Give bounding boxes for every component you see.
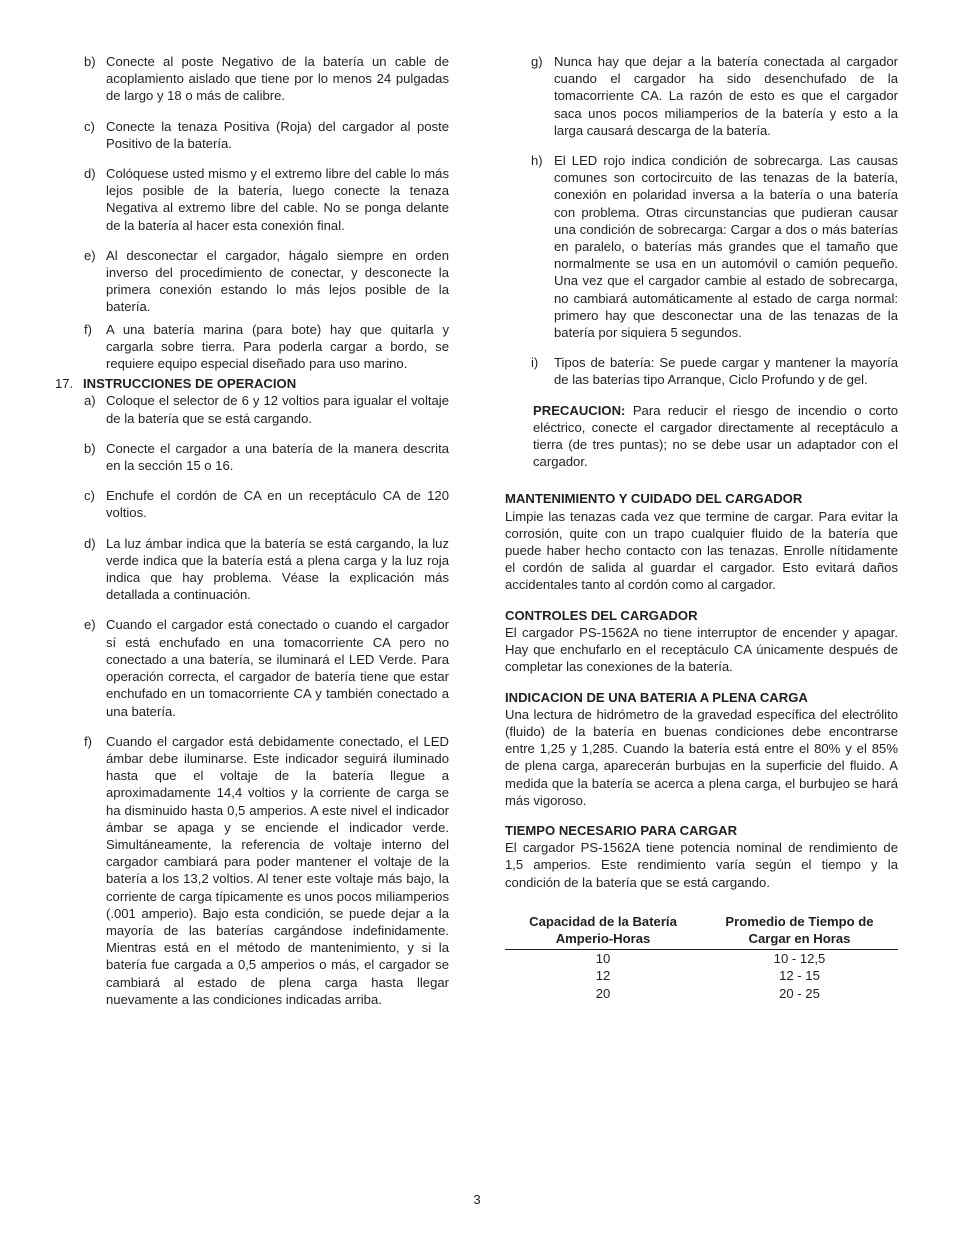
section-heading: CONTROLES DEL CARGADOR [505, 607, 698, 623]
full-charge-section [505, 689, 898, 809]
list-item [55, 535, 449, 604]
section-title: INSTRUCCIONES DE OPERACION [83, 376, 297, 392]
cell-capacity: 12 [595, 968, 611, 984]
caution-text: Para reducir el riesgo de incendio o corto eléctrico, conecte el cargador directamente al receptáculo a tierra (de tres puntas); no se debe usar un adaptador con el cargador. [533, 402, 898, 470]
item-text: Conecte al poste Negativo de la batería un cable de acoplamiento aislado que tiene por lo menos 24 pulgadas de largo y 18 o más de calibre. [106, 54, 449, 104]
section-heading: TIEMPO NECESARIO PARA CARGAR [505, 822, 738, 838]
list-item [55, 616, 449, 719]
item-label: e) [84, 247, 96, 263]
cell-capacity: 20 [595, 985, 611, 1001]
list-item [55, 733, 449, 1008]
section-text: Una lectura de hidrómetro de la gravedad específica del electrólito (fluido) de la batería en buenas condiciones debe encontrarse entre 1,25 y 1,285. Cuando la batería está entre el 80% y el 85% de plena carga, aparecerán burbujas en la superficie del fluido. A medida que la batería se acerca a plena carga, el burbujeo se hará más vigoroso. [505, 706, 898, 808]
list-item [55, 392, 449, 426]
item-label: b) [84, 440, 96, 456]
table-header-time [701, 913, 898, 947]
item-text: A una batería marina (para bote) hay que quitarla y cargarla sobre tierra. Para poderla cargar a bordo, se requiere equipo especial diseñado para uso marino. [106, 321, 449, 372]
item-text: Cuando el cargador está conectado o cuando el cargador sí está enchufado en una tomacorriente CA pero no conectado a una batería, se iluminará el LED Verde. Para operación correcta, el cargador de batería tiene que estar enchufado en un tomacorriente CA y también conectado a una batería. [106, 617, 449, 719]
item-label: d) [84, 535, 96, 551]
list-item [55, 165, 449, 234]
table-header-capacity [505, 913, 701, 947]
charge-time-section [505, 822, 898, 891]
item-label: c) [84, 488, 95, 504]
list-item [55, 487, 449, 521]
table-row [505, 985, 898, 1002]
item-text: Cuando el cargador está debidamente conectado, el LED ámbar debe iluminarse. Este indicador seguirá iluminado hasta que el voltaje de la batería llegue a aproximadamente 14,4 voltios y la corriente de carga se ha disminuido hasta 0,5 amperios. A este nivel el indicador ámbar se apaga y se enciende el indicador verde. Simultáneamente, la referencia de voltaje interno del cargador cambiará para poder mantener el voltaje de la batería a los 13,2 voltios. Al tener este voltaje más bajo, la corriente de carga típicamente es unos pocos miliamperios (.001 amperio). Bajo esta condición, se puede dejar a la mayoría de las baterías cargándose indefinidamente. Mientras está en el método de mantenimiento, y si la batería fue cargada a 0,5 amperios o más, el cargador se cambiará al estado de plena carga hasta llegar nuevamente a las condiciones indicadas arriba. [106, 733, 449, 1007]
item-text: Tipos de batería: Se puede cargar y mantener la mayoría de las baterías tipo Arranque, Ciclo Profundo y de gel. [554, 355, 898, 388]
cell-time: 10 - 12,5 [773, 951, 826, 967]
item-label: a) [84, 393, 96, 409]
list-item [55, 118, 449, 152]
right-column [505, 53, 898, 1002]
section-heading: MANTENIMIENTO Y CUIDADO DEL CARGADOR [505, 491, 803, 507]
list-item [505, 152, 898, 341]
item-label: d) [84, 166, 96, 182]
item-text: Enchufe el cordón de CA en un receptáculo CA de 120 voltios. [106, 488, 449, 521]
item-text: Coloque el selector de 6 y 12 voltios para igualar el voltaje de la batería que se está cargando. [106, 393, 449, 426]
item-label: c) [84, 118, 95, 134]
header-line: Capacidad de la Batería [529, 913, 677, 929]
cell-capacity: 10 [595, 951, 611, 967]
section-text: Limpie las tenazas cada vez que termine de cargar. Para evitar la corrosión, quite con un trapo cualquier fluido de la batería que puede haber hecho contacto con las tenazas. Enrolle nítidamente el cordón de salida al guardar el cargador. Esto evitará daños accidentales tanto al cordón como al cargador. [505, 508, 898, 593]
item-text: Nunca hay que dejar a la batería conectada al cargador cuando el cargador ha sido desenchufado de la tomacorriente CA. La razón de esto es que el cargador saca unos pocos miliamperios de la batería y esto a la larga causará descarga de la batería. [554, 54, 898, 138]
section-text: El cargador PS-1562A tiene potencia nominal de rendimiento de 1,5 amperios. Este rendimiento varía según el tiempo y la condición de la batería que se está cargando. [505, 840, 898, 890]
cell-time: 12 - 15 [779, 968, 820, 984]
header-line: Cargar en Horas [748, 930, 851, 946]
page-number: 3 [473, 1192, 481, 1207]
left-column [55, 53, 449, 1008]
header-line: Amperio-Horas [555, 930, 651, 946]
section-heading: INDICACION DE UNA BATERIA A PLENA CARGA [505, 689, 808, 705]
item-text: Al desconectar el cargador, hágalo siempre en orden inverso del procedimiento de conectar, y desconecte la primera conexión estando lo más lejos posible de la batería. [106, 247, 449, 315]
section-text: El cargador PS-1562A no tiene interruptor de encender y apagar. Hay que enchufarlo en el receptáculo CA únicamente después de completar las conexiones de la batería. [505, 624, 898, 675]
item-label: e) [84, 617, 96, 633]
header-line: Promedio de Tiempo de [725, 913, 874, 929]
item-text: Conecte el cargador a una batería de la manera descrita en la sección 15 o 16. [106, 440, 449, 474]
list-item [55, 247, 449, 316]
item-label: g) [531, 54, 543, 69]
item-label: b) [84, 54, 96, 69]
cell-time: 20 - 25 [779, 985, 820, 1001]
item-label: i) [531, 355, 539, 371]
list-item [55, 321, 449, 373]
item-label: f) [84, 733, 92, 749]
item-text: La luz ámbar indica que la batería se está cargando, la luz verde indica que la batería está a plena carga y la luz roja indica que hay problema. Véase la explicación más detallada a continuación. [106, 535, 449, 603]
item-text: Colóquese usted mismo y el extremo libre del cable lo más lejos posible de la batería, luego conecte la tenaza Negativa al extremo libre del cable. No se ponga delante de la batería al hacer esta conexión final. [106, 166, 449, 233]
item-label: f) [84, 321, 92, 337]
maintenance-section [505, 490, 898, 593]
item-text: Conecte la tenaza Positiva (Roja) del cargador al poste Positivo de la batería. [106, 118, 449, 151]
item-label: h) [531, 153, 543, 169]
section-17-heading [55, 375, 449, 392]
caution-label: PRECAUCION: [533, 402, 626, 418]
list-item [55, 440, 449, 474]
list-item [505, 354, 898, 388]
table-row [505, 950, 898, 967]
item-text: El LED rojo indica condición de sobrecarga. Las causas comunes son cortocircuito de las tenazas de la batería, conexión en polaridad inversa a la batería o una batería con problema. Otras circunstancias que pudieran causar una condición de sobrecarga: Cargar a dos o más baterías en paralelo, o baterías más grandes que el tamaño que normalmente se usa en un automóvil o camión pequeño. Una vez que el cargador cambie al estado de sobrecarga, no cambiará automáticamente al estado de carga normal: primero hay que desconectar una de las tenazas de la batería por siquiera 5 segundos. [554, 153, 898, 341]
section-number: 17. [55, 376, 74, 392]
list-item [505, 53, 898, 139]
caution-note [505, 402, 898, 471]
table-row [505, 967, 898, 984]
list-item [55, 53, 449, 105]
charge-time-table [505, 913, 898, 1002]
table-header-row [505, 913, 898, 950]
controls-section [505, 607, 898, 676]
